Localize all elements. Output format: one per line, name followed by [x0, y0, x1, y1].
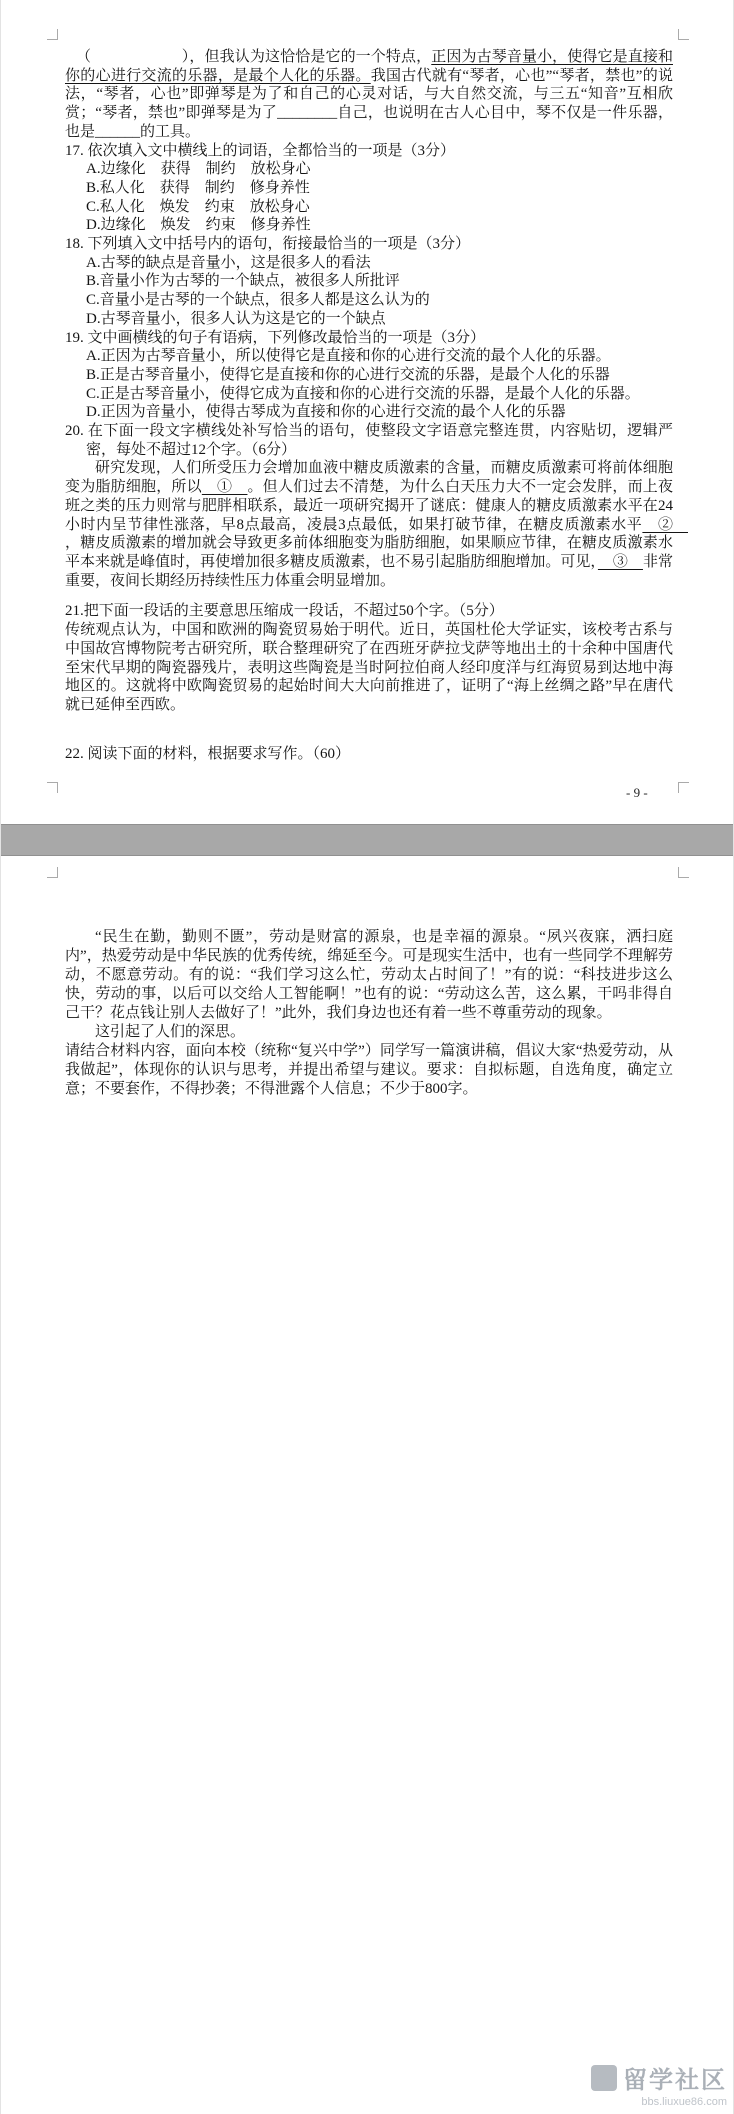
q20-text-1: 研究发现，人们所受压力会增加血液中糖皮质激素的含量，而糖皮质激素可将前体细胞变为脂肪细胞，所以: [65, 460, 673, 496]
question-22: [65, 745, 673, 764]
crop-mark-bottom-right: [678, 782, 689, 793]
intro-post: 我国古代就有“琴者，心也”“琴者，禁也”的说法，“琴者，心也”即弹琴是为了和自己的心灵对话，与大自然交流，与三五“知音”互相欣赏；“琴者，禁也”即弹琴是为了________自己，也说明在古人心目中，琴不仅是一件乐器，也是______的工具。: [65, 67, 673, 140]
q20-text-4: 非常重要，夜间长期经历持续性压力体重会明显增加。: [65, 553, 673, 589]
page-gap: [1, 824, 734, 856]
question-19: [65, 329, 673, 423]
crop-mark-top-left: [47, 29, 58, 40]
question-17: [65, 142, 673, 236]
question-18-stem: 18. 下列填入文中括号内的语句，衔接最恰当的一项是（3分）: [65, 236, 471, 253]
question-21-stem: 21.把下面一段话的主要意思压缩成一段话，不超过50个字。（5分）: [65, 603, 504, 620]
q20-blank-1: ①: [201, 479, 248, 496]
intro-underlined-sentence: 正因为古琴音量小，使得它是直接和你的心进行交流的乐器，是最个人化的乐器。: [65, 49, 673, 84]
question-20-passage: [65, 459, 688, 590]
watermark: [591, 2060, 727, 2108]
question-20: [65, 422, 688, 590]
crop-mark-top-left: [47, 867, 58, 878]
question-22-stem: 22. 阅读下面的材料，根据要求写作。（60）: [65, 745, 351, 762]
q20-blank-3: ③: [597, 553, 643, 570]
liuxue-logo-icon: [591, 2065, 617, 2091]
watermark-row: [591, 2060, 727, 2095]
question-18-option-a: A.古琴的缺点是音量小，这是很多人的看法: [86, 254, 371, 271]
question-19-option-b: B.正是古琴音量小，使得它是直接和你的心进行交流的乐器，是最个人化的乐器: [86, 366, 610, 383]
essay-requirements-paragraph: 请结合材料内容，面向本校（统称“复兴中学”）同学写一篇演讲稿，倡议大家“热爱劳动，从我做起”，体现你的认识与思考，并提出希望与建议。要求：自拟标题，自选角度，确定立意；不要套作，不得抄袭；不得泄露个人信息；不少于800字。: [65, 1043, 673, 1097]
crop-mark-top-right: [678, 867, 689, 878]
question-18-option-b: B.音量小作为古琴的一个缺点，被很多人所批评: [86, 273, 400, 290]
question-20-stem: 20. 在下面一段文字横线处补写恰当的语句，使整段文字语意完整连贯，内容贴切，逻辑严密，每处不超过12个字。（6分）: [65, 423, 673, 458]
question-18-option-d: D.古琴音量小，很多人认为这是它的一个缺点: [86, 310, 386, 327]
question-21: [65, 602, 673, 714]
question-18: [65, 235, 673, 329]
page1-content: [65, 48, 688, 763]
question-17-option-a: A.边缘化 获得 制约 放松身心: [86, 161, 311, 178]
question-19-stem: 19. 文中画横线的句子有语病，下列修改最恰当的一项是（3分）: [65, 329, 486, 346]
question-21-passage: 传统观点认为，中国和欧洲的陶瓷贸易始于明代。近日，英国杜伦大学证实，该校考古系与中国故宫博物院考古研究所，联合整理研究了在西班牙萨拉戈萨等地出土的十余种中国唐代至宋代早期的陶瓷器残片，表明这些陶瓷是当时阿拉伯商人经印度洋与红海贸易到达地中海地区的。这就将中欧陶瓷贸易的起始时间大大向前推进了，证明了“海上丝绸之路”早在唐代就已延伸至西欧。: [65, 622, 673, 713]
question-17-option-d: D.边缘化 焕发 约束 修身养性: [86, 217, 311, 234]
question-17-option-b: B.私人化 获得 制约 修身养性: [86, 179, 310, 196]
crop-mark-top-right: [678, 29, 689, 40]
passage-paragraph: [65, 48, 673, 142]
intro-pre: （ ），但我认为这恰恰是它的一个特点，: [76, 49, 432, 65]
crop-mark-bottom-left: [47, 782, 58, 793]
watermark-title: 留学社区: [623, 2067, 727, 2094]
question-19-option-a: A.正因为古琴音量小，所以使得它是直接和你的心进行交流的最个人化的乐器。: [86, 348, 611, 365]
page2-content: [65, 928, 673, 1099]
essay-material-paragraph: “民生在勤，勤则不匮”，劳动是财富的源泉，也是幸福的源泉。“夙兴夜寐，洒扫庭内”，热爱劳动是中华民族的优秀传统，绵延至今。可是现实生活中，也有一些同学不理解劳动，不愿意劳动。有的说：“我们学习这么忙，劳动太占时间了！”有的说：“科技进步这么快，劳动的事，以后可以交给人工智能啊！”也有的说：“劳动这么苦，这么累，干吗非得自己干？花点钱让别人去做好了！”此外，我们身边也还有着一些不尊重劳动的现象。: [65, 929, 673, 1021]
question-17-option-c: C.私人化 焕发 约束 放松身心: [86, 198, 310, 215]
page-number: - 9 -: [626, 785, 648, 800]
question-17-stem: 17. 依次填入文中横线上的词语，全都恰当的一项是（3分）: [65, 142, 456, 159]
q20-text-3: ，糖皮质激素的增加就会导致更多前体细胞变为脂肪细胞，如果顺应节律，在糖皮质激素水平本来就是峰值时，再使增加很多糖皮质激素，也不易引起脂肪细胞增加。可见，: [65, 535, 673, 570]
question-19-option-c: C.正是古琴音量小，使得它成为直接和你的心进行交流的乐器，是最个人化的乐器。: [86, 385, 640, 402]
page-2: [1, 856, 734, 2114]
essay-reflection-line: 这引起了人们的深思。: [95, 1024, 246, 1040]
q20-blank-2: ②: [642, 516, 688, 533]
page-1: [1, 0, 734, 824]
watermark-url: bbs.liuxue86.com: [641, 2096, 727, 2108]
question-18-option-c: C.音量小是古琴的一个缺点，很多人都是这么认为的: [86, 292, 430, 309]
q20-text-2: 。但人们过去不清楚，为什么白天压力大不一定会发胖，而上夜班之类的压力则常与肥胖相联系，最近一项研究揭开了谜底：健康人的糖皮质激素水平在24小时内呈节律性涨落，早8点最高，凌晨3点最低，如果打破节律，在糖皮质激素水平: [65, 479, 673, 533]
question-19-option-d: D.正因为音量小，使得古琴成为直接和你的心进行交流的最个人化的乐器: [86, 404, 566, 421]
